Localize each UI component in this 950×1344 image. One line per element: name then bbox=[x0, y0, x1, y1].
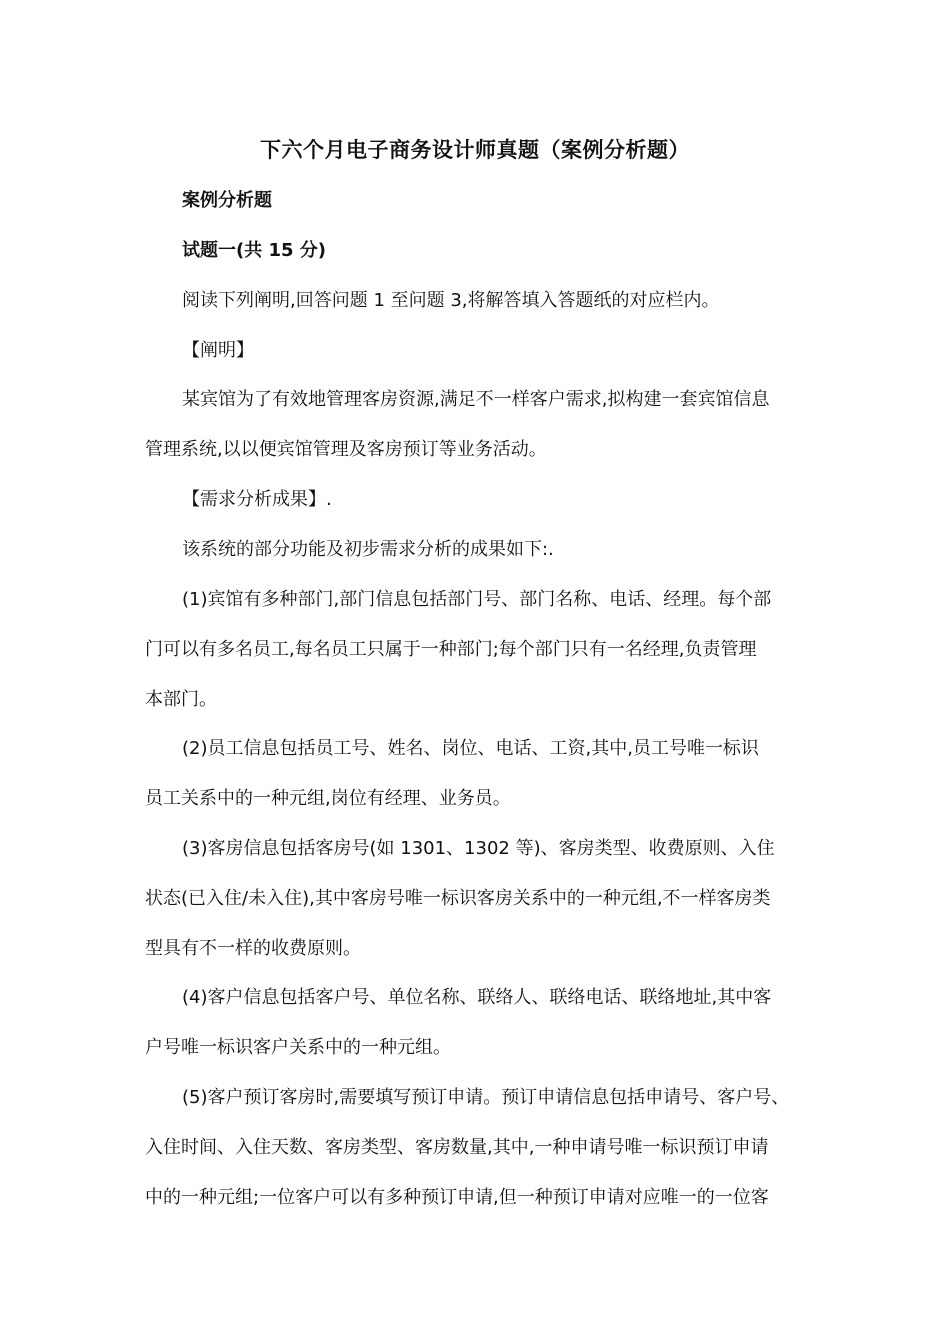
intro-line-1: 某宾馆为了有效地管理客房资源,满足不一样客户需求,拟构建一套宾馆信息 bbox=[182, 389, 770, 410]
explain-label: 【阐明】 bbox=[182, 340, 254, 361]
document-title: 下六个月电子商务设计师真题（案例分析题） bbox=[260, 138, 690, 162]
requirements-label: 【需求分析成果】. bbox=[182, 489, 332, 510]
instruction-text: 阅读下列阐明,回答问题 1 至问题 3,将解答填入答题纸的对应栏内。 bbox=[182, 290, 720, 311]
item-3-line-2: 状态(已入住/未入住),其中客房号唯一标识客房关系中的一种元组,不一样客房类 bbox=[145, 888, 771, 909]
item-1-line-3: 本部门。 bbox=[145, 689, 217, 710]
requirements-intro: 该系统的部分功能及初步需求分析的成果如下:. bbox=[182, 539, 554, 560]
item-4-line-1: (4)客户信息包括客户号、单位名称、联络人、联络电话、联络地址,其中客 bbox=[182, 987, 772, 1008]
question-heading: 试题一(共 15 分) bbox=[182, 240, 327, 261]
item-5-line-2: 入住时间、入住天数、客房类型、客房数量,其中,一种申请号唯一标识预订申请 bbox=[145, 1137, 769, 1158]
item-2-line-2: 员工关系中的一种元组,岗位有经理、业务员。 bbox=[145, 788, 511, 809]
item-3-line-1: (3)客房信息包括客房号(如 1301、1302 等)、客房类型、收费原则、入住 bbox=[182, 838, 775, 859]
item-1-line-1: (1)宾馆有多种部门,部门信息包括部门号、部门名称、电话、经理。每个部 bbox=[182, 589, 772, 610]
intro-line-2: 管理系统,以以便宾馆管理及客房预订等业务活动。 bbox=[145, 439, 547, 460]
item-4-line-2: 户号唯一标识客户关系中的一种元组。 bbox=[145, 1037, 451, 1058]
item-2-line-1: (2)员工信息包括员工号、姓名、岗位、电话、工资,其中,员工号唯一标识 bbox=[182, 738, 759, 759]
item-5-line-3: 中的一种元组;一位客户可以有多种预订申请,但一种预订申请对应唯一的一位客 bbox=[145, 1187, 769, 1208]
item-3-line-3: 型具有不一样的收费原则。 bbox=[145, 938, 361, 959]
item-5-line-1: (5)客户预订客房时,需要填写预订申请。预订申请信息包括申请号、客户号、 bbox=[182, 1087, 790, 1108]
section-heading: 案例分析题 bbox=[182, 190, 272, 211]
item-1-line-2: 门可以有多名员工,每名员工只属于一种部门;每个部门只有一名经理,负责管理 bbox=[145, 639, 757, 660]
